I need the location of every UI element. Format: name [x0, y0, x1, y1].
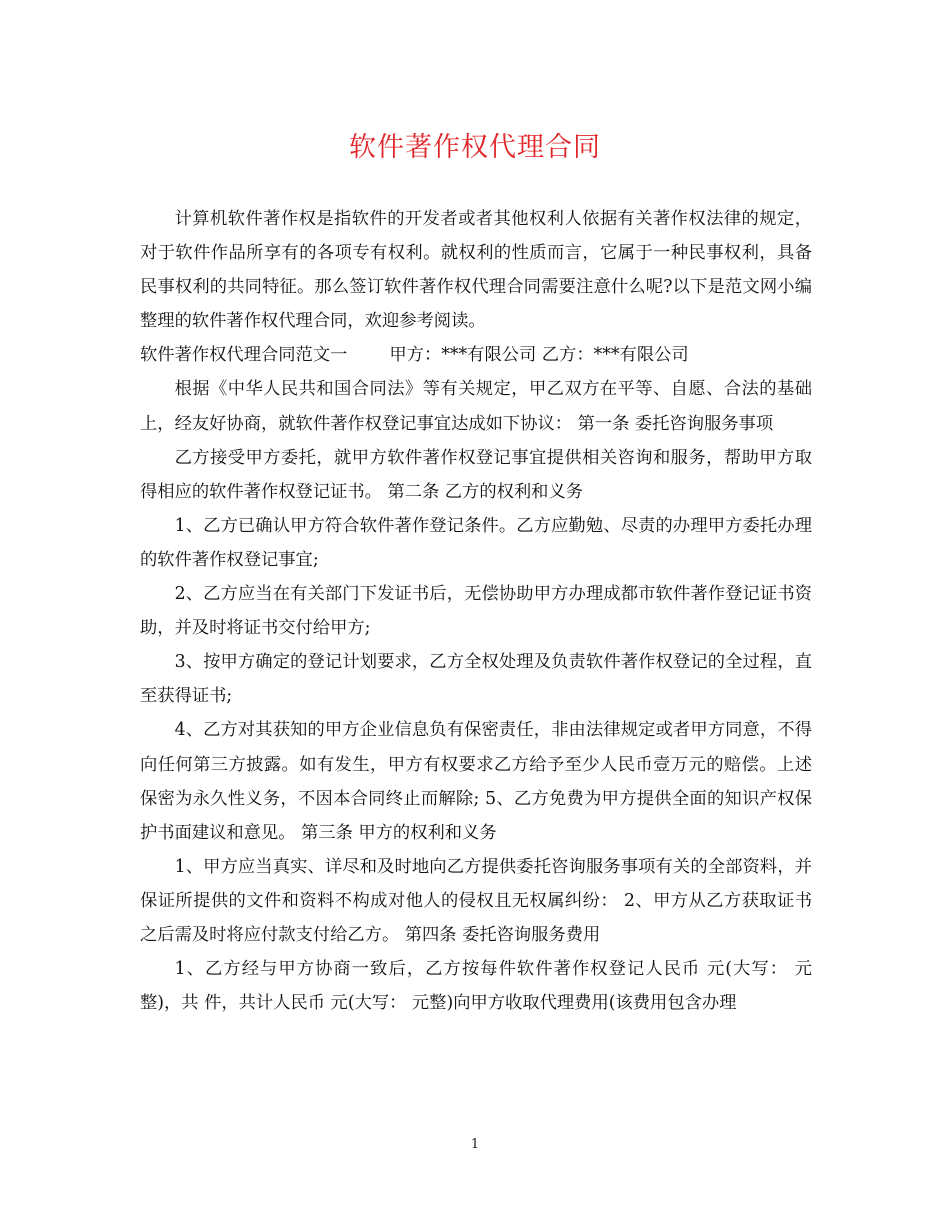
parties-line — [140, 338, 812, 372]
clause-paragraph: 2、乙方应当在有关部门下发证书后，无偿协助甲方办理成都市软件著作登记证书资助，并及时将证书交付给甲方; — [140, 584, 812, 639]
parties-text: 甲方：***有限公司 乙方：***有限公司 — [389, 345, 689, 366]
clause-paragraph: 乙方接受甲方委托，就甲方软件著作权登记事宜提供相关咨询和服务，帮助甲方取得相应的软件著作权登记证书。 第二条 乙方的权利和义务 — [140, 447, 812, 502]
clause-paragraph: 1、乙方经与甲方协商一致后，乙方按每件软件著作权登记人民币 元(大写： 元整)，共 件，共计人民币 元(大写： 元整)向甲方收取代理费用(该费用包含办理 — [140, 959, 812, 1014]
document-body — [140, 202, 812, 1020]
clause-paragraph: 1、甲方应当真实、详尽和及时地向乙方提供委托咨询服务事项有关的全部资料，并保证所提供的文件和资料不构成对他人的侵权且无权属纠纷： 2、甲方从乙方获取证书之后需及时将应付款支付给乙方。 第四条 委托咨询服务费用 — [140, 856, 812, 945]
page-number: 1 — [470, 1137, 480, 1152]
clause-paragraph: 根据《中华人民共和国合同法》等有关规定，甲乙双方在平等、自愿、合法的基础上，经友好协商，就软件著作权登记事宜达成如下协议： 第一条 委托咨询服务事项 — [140, 379, 812, 434]
clause-paragraph: 1、乙方已确认甲方符合软件著作登记条件。乙方应勤勉、尽责的办理甲方委托办理的软件著作权登记事宜; — [140, 515, 812, 570]
sample-heading: 软件著作权代理合同范文一 — [140, 345, 348, 366]
clause-paragraph: 4、乙方对其获知的甲方企业信息负有保密责任，非由法律规定或者甲方同意，不得向任何第三方披露。如有发生，甲方有权要求乙方给予至少人民币壹万元的赔偿。上述保密为永久性义务，不因本合同终止而解除; 5、乙方免费为甲方提供全面的知识产权保护书面建议和意见。 第三条 甲方的权利和义务 — [140, 720, 812, 843]
clause-paragraph: 3、按甲方确定的登记计划要求，乙方全权处理及负责软件著作权登记的全过程，直至获得证书; — [140, 652, 812, 707]
intro-paragraph: 计算机软件著作权是指软件的开发者或者其他权利人依据有关著作权法律的规定，对于软件作品所享有的各项专有权利。就权利的性质而言，它属于一种民事权利，具备民事权利的共同特征。那么签订软件著作权代理合同需要注意什么呢?以下是范文网小编整理的软件著作权代理合同，欢迎参考阅读。 — [140, 209, 812, 332]
document-title: 软件著作权代理合同 — [349, 132, 601, 163]
